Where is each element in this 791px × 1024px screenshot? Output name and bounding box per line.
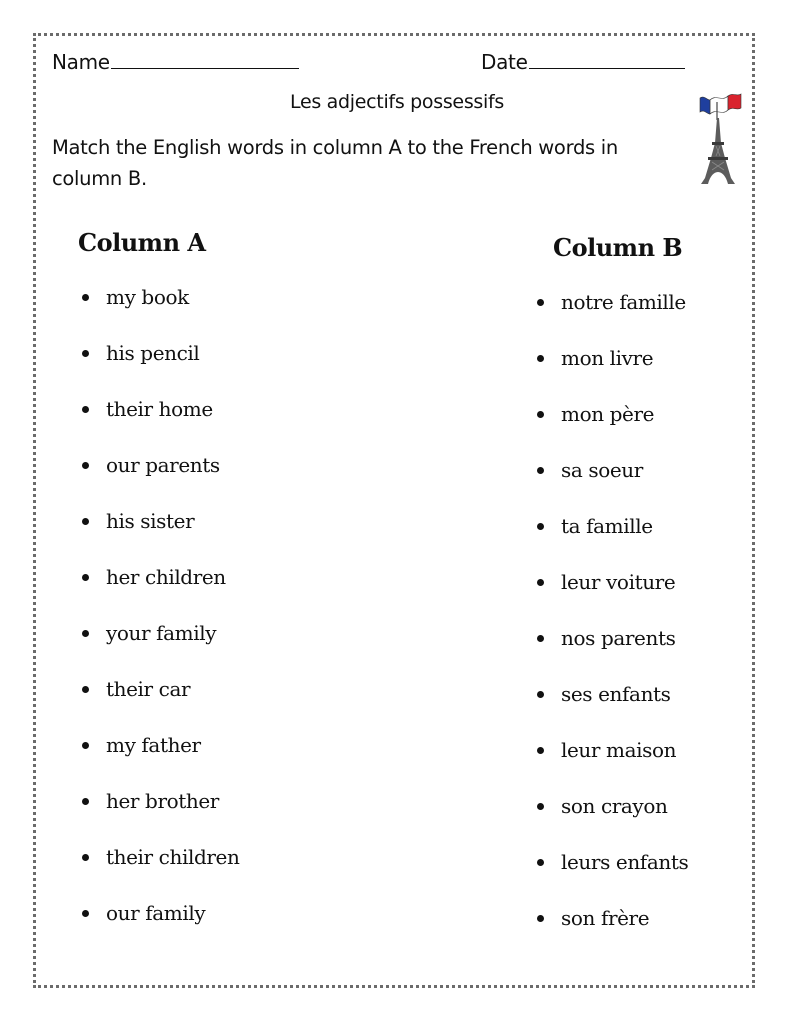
bullet-icon bbox=[82, 350, 89, 357]
list-item bbox=[537, 346, 688, 402]
column-a-item: their home bbox=[106, 397, 213, 421]
name-field[interactable] bbox=[52, 50, 299, 74]
name-label: Name bbox=[52, 50, 110, 74]
column-b-item: sa soeur bbox=[561, 458, 643, 482]
column-a-item: their children bbox=[106, 845, 240, 869]
bullet-icon bbox=[82, 742, 89, 749]
bullet-icon bbox=[537, 803, 544, 810]
date-blank[interactable] bbox=[529, 67, 685, 69]
bullet-icon bbox=[537, 691, 544, 698]
column-a-item: my father bbox=[106, 733, 201, 757]
column-a-item: her children bbox=[106, 565, 226, 589]
column-b-item: leur maison bbox=[561, 738, 677, 762]
column-b-item: notre famille bbox=[561, 290, 686, 314]
column-b-heading: Column B bbox=[553, 233, 683, 262]
instructions-text: Match the English words in column A to the French words in column B. bbox=[52, 136, 618, 190]
bullet-icon bbox=[537, 523, 544, 530]
bullet-icon bbox=[82, 406, 89, 413]
column-a-item: their car bbox=[106, 677, 191, 701]
eiffel-tower-flag-icon bbox=[696, 88, 746, 188]
list-item bbox=[82, 845, 239, 901]
bullet-icon bbox=[82, 462, 89, 469]
list-item bbox=[537, 458, 688, 514]
bullet-icon bbox=[82, 686, 89, 693]
list-item bbox=[82, 677, 239, 733]
column-a-item: your family bbox=[106, 621, 217, 645]
page-title: Les adjectifs possessifs bbox=[290, 91, 504, 113]
column-b-item: son crayon bbox=[561, 794, 668, 818]
column-a-item: my book bbox=[106, 285, 189, 309]
column-a-item: our family bbox=[106, 901, 206, 925]
bullet-icon bbox=[537, 355, 544, 362]
list-item bbox=[82, 733, 239, 789]
list-item bbox=[82, 509, 239, 565]
column-b-item: ses enfants bbox=[561, 682, 671, 706]
list-item bbox=[537, 514, 688, 570]
bullet-icon bbox=[537, 747, 544, 754]
bullet-icon bbox=[537, 915, 544, 922]
bullet-icon bbox=[537, 467, 544, 474]
list-item bbox=[82, 901, 239, 957]
column-a-item: his pencil bbox=[106, 341, 200, 365]
list-item bbox=[537, 626, 688, 682]
bullet-icon bbox=[537, 635, 544, 642]
bullet-icon bbox=[537, 579, 544, 586]
list-item bbox=[82, 565, 239, 621]
column-b-item: son frère bbox=[561, 906, 650, 930]
list-item bbox=[537, 906, 688, 962]
column-b-item: ta famille bbox=[561, 514, 653, 538]
name-blank[interactable] bbox=[111, 67, 299, 69]
date-label: Date bbox=[481, 50, 528, 74]
bullet-icon bbox=[82, 294, 89, 301]
list-item bbox=[537, 850, 688, 906]
list-item bbox=[537, 402, 688, 458]
list-item bbox=[537, 570, 688, 626]
column-b-item: leur voiture bbox=[561, 570, 676, 594]
date-field[interactable] bbox=[481, 50, 685, 74]
list-item bbox=[82, 285, 239, 341]
list-item bbox=[537, 682, 688, 738]
column-b-item: mon livre bbox=[561, 346, 654, 370]
list-item bbox=[82, 621, 239, 677]
list-item bbox=[82, 341, 239, 397]
column-b-item: nos parents bbox=[561, 626, 676, 650]
bullet-icon bbox=[82, 798, 89, 805]
column-b-item: leurs enfants bbox=[561, 850, 689, 874]
bullet-icon bbox=[537, 859, 544, 866]
bullet-icon bbox=[537, 411, 544, 418]
bullet-icon bbox=[82, 518, 89, 525]
list-item bbox=[537, 738, 688, 794]
worksheet bbox=[33, 33, 755, 988]
list-item bbox=[537, 794, 688, 850]
column-a-list bbox=[82, 285, 239, 957]
column-b-item: mon père bbox=[561, 402, 655, 426]
column-a-item: his sister bbox=[106, 509, 195, 533]
list-item bbox=[82, 397, 239, 453]
column-b-list bbox=[537, 290, 688, 962]
bullet-icon bbox=[82, 854, 89, 861]
list-item bbox=[537, 290, 688, 346]
list-item bbox=[82, 453, 239, 509]
bullet-icon bbox=[82, 630, 89, 637]
bullet-icon bbox=[82, 574, 89, 581]
column-a-item: our parents bbox=[106, 453, 220, 477]
column-a-heading: Column A bbox=[78, 228, 206, 257]
bullet-icon bbox=[82, 910, 89, 917]
list-item bbox=[82, 789, 239, 845]
bullet-icon bbox=[537, 299, 544, 306]
column-a-item: her brother bbox=[106, 789, 219, 813]
